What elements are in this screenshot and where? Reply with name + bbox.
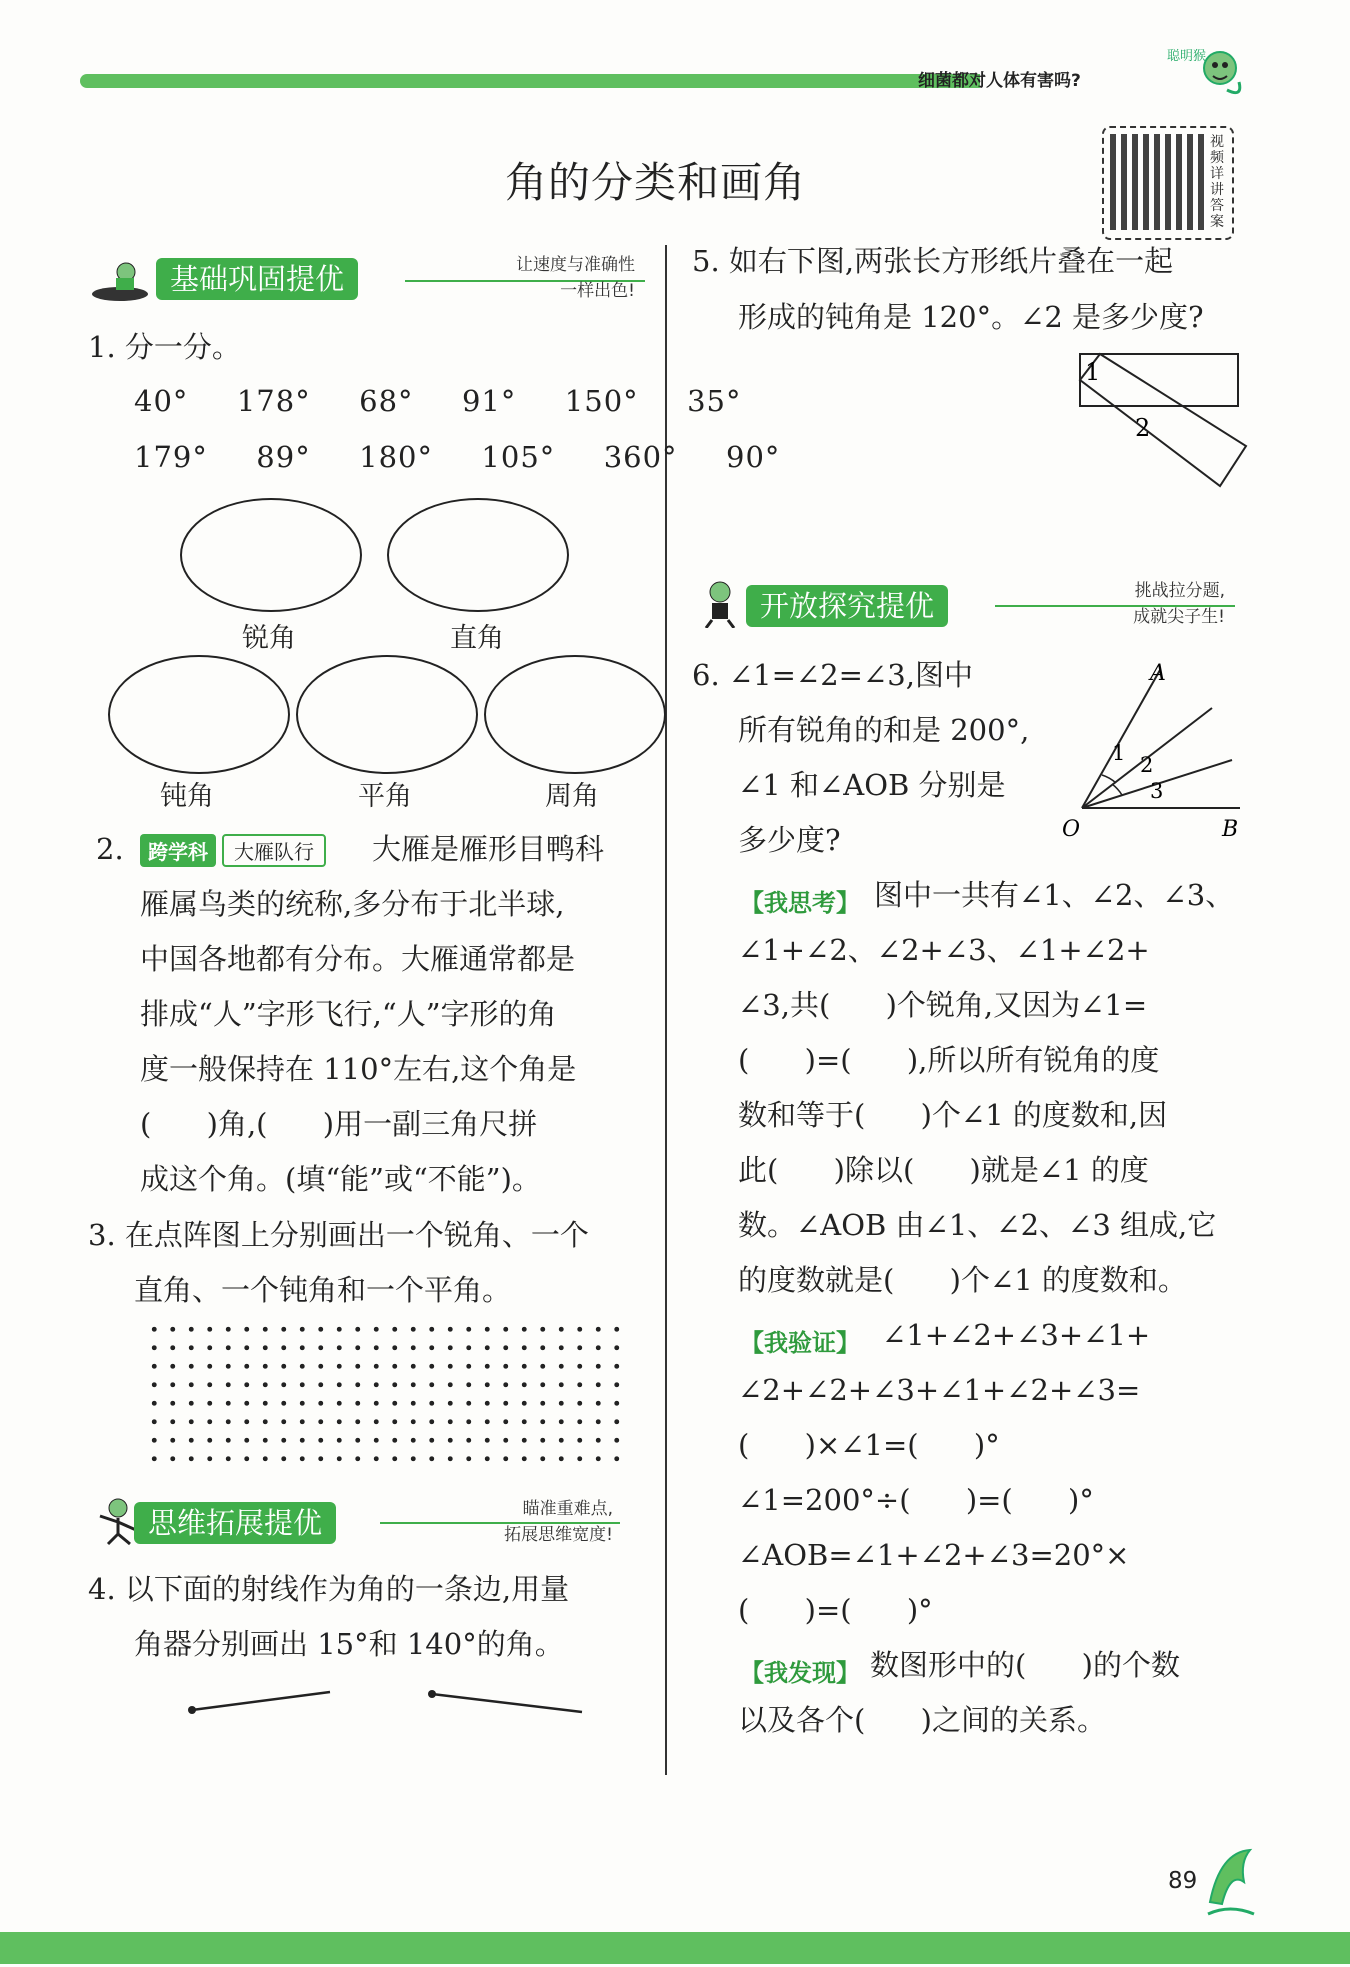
think-line: ∠3,共( )个锐角,又因为∠1= xyxy=(738,988,1148,1022)
think-line: ( )=( ),所以所有锐角的度 xyxy=(738,1043,1160,1077)
q5-line: 形成的钝角是 120°。∠2 是多少度? xyxy=(738,300,1204,334)
section-explore-note xyxy=(1010,578,1225,630)
ellipse-acute[interactable] xyxy=(180,498,362,612)
think-line: ∠1+∠2、∠2+∠3、∠1+∠2+ xyxy=(738,933,1150,967)
discover-line: 以及各个( )之间的关系。 xyxy=(738,1703,1106,1737)
label-straight: 平角 xyxy=(358,781,412,812)
label-B: B xyxy=(1222,817,1239,842)
dot-grid[interactable] xyxy=(145,1320,625,1468)
section-basic-title: 基础巩固提优 xyxy=(156,258,358,300)
ray2 xyxy=(432,1694,582,1712)
section-thinking-title: 思维拓展提优 xyxy=(134,1502,336,1544)
q2-line: 排成“人”字形飞行,“人”字形的角 xyxy=(140,997,557,1031)
q4-line: 4. 以下面的射线作为角的一条边,用量 xyxy=(88,1572,570,1606)
label-angle1: 1 xyxy=(1112,741,1126,765)
note-line: 挑战拉分题, xyxy=(1134,581,1225,601)
q2-line: 中国各地都有分布。大雁通常都是 xyxy=(140,942,576,976)
q6-line: ∠1 和∠AOB 分别是 xyxy=(738,768,1006,802)
q3-line: 直角、一个钝角和一个平角。 xyxy=(134,1273,512,1307)
label-angle2: 2 xyxy=(1140,753,1154,777)
note-line: 一样出色! xyxy=(560,281,635,301)
dolphin-icon xyxy=(1200,1842,1260,1922)
q6-line: 多少度? xyxy=(738,823,841,857)
q4-rays[interactable] xyxy=(180,1680,600,1740)
label-A: A xyxy=(1150,661,1166,686)
q2-number: 2. xyxy=(96,832,124,866)
note-line: 成就尖子生! xyxy=(1133,607,1225,627)
discover-line: 数图形中的( )的个数 xyxy=(870,1648,1180,1682)
bottom-decor-bar xyxy=(0,1932,1350,1964)
qr-code-box[interactable] xyxy=(1102,126,1234,240)
q1-numbers-row1: 40° 178° 68° 91° 150° 35° xyxy=(134,384,742,418)
label-angle3: 3 xyxy=(1150,779,1164,803)
q1-numbers-row2: 179° 89° 180° 105° 360° 90° xyxy=(134,440,781,474)
tag-cross-subject: 跨学科 xyxy=(140,834,216,867)
note-line: 瞄准重难点, xyxy=(522,1499,613,1519)
verify-line: ∠2+∠2+∠3+∠1+∠2+∠3= xyxy=(738,1373,1141,1407)
label-obtuse: 钝角 xyxy=(160,781,214,812)
qr-label: 视频详讲答案 xyxy=(1210,134,1224,230)
verify-line: ∠1+∠2+∠3+∠1+ xyxy=(882,1318,1151,1352)
verify-tag: 【我验证】 xyxy=(740,1329,860,1357)
ellipse-straight[interactable] xyxy=(296,655,478,774)
q5-label-2: 2 xyxy=(1135,414,1151,442)
think-line: 图中一共有∠1、∠2、∠3、 xyxy=(874,878,1235,912)
monkey-mascot-icon xyxy=(1165,38,1247,108)
q3-line: 3. 在点阵图上分别画出一个锐角、一个 xyxy=(88,1218,589,1252)
q2-line: 成这个角。(填“能”或“不能”)。 xyxy=(140,1162,541,1196)
page-title: 角的分类和画角 xyxy=(505,158,807,207)
verify-line: ( )=( )° xyxy=(738,1593,933,1627)
skateboard-kid-icon xyxy=(90,256,150,306)
note-line: 拓展思维宽度! xyxy=(504,1525,613,1545)
q2-tags xyxy=(140,834,326,867)
think-tag: 【我思考】 xyxy=(740,889,860,917)
q6-angle-figure xyxy=(1050,650,1250,845)
kid-mascot-icon xyxy=(690,578,750,628)
verify-line: ( )×∠1=( )° xyxy=(738,1428,1000,1462)
ellipse-obtuse[interactable] xyxy=(108,655,290,774)
qr-code-icon[interactable] xyxy=(1110,134,1206,230)
q2-line: 度一般保持在 110°左右,这个角是 xyxy=(140,1052,577,1086)
q6-line: 6. ∠1=∠2=∠3,图中 xyxy=(692,658,973,692)
ellipse-right[interactable] xyxy=(387,498,569,612)
top-question: 细菌都对人体有害吗? xyxy=(918,71,1081,91)
think-line: 数和等于( )个∠1 的度数和,因 xyxy=(738,1098,1168,1132)
q1-prompt: 1. 分一分。 xyxy=(88,330,241,364)
section-basic-note xyxy=(425,252,635,304)
label-O: O xyxy=(1062,817,1081,842)
q2-line: 大雁是雁形目鸭科 xyxy=(372,832,605,866)
think-line: 此( )除以( )就是∠1 的度 xyxy=(738,1153,1149,1187)
label-right: 直角 xyxy=(450,623,504,654)
q5-line: 5. 如右下图,两张长方形纸片叠在一起 xyxy=(692,244,1174,278)
section-explore-title: 开放探究提优 xyxy=(746,585,948,627)
q5-label-1: 1 xyxy=(1085,358,1101,386)
note-line: 让速度与准确性 xyxy=(516,255,635,275)
q2-line: ( )角,( )用一副三角尺拼 xyxy=(140,1107,538,1141)
mascot-text: 聪明猴 xyxy=(1167,49,1207,64)
verify-line: ∠AOB=∠1+∠2+∠3=20°× xyxy=(738,1538,1130,1572)
label-acute: 锐角 xyxy=(242,623,296,654)
verify-line: ∠1=200°÷( )=( )° xyxy=(738,1483,1094,1517)
think-line: 数。∠AOB 由∠1、∠2、∠3 组成,它 xyxy=(738,1208,1217,1242)
discover-tag: 【我发现】 xyxy=(740,1659,860,1687)
ray1 xyxy=(192,1692,330,1710)
top-decor-bar xyxy=(80,74,980,88)
tag-topic: 大雁队行 xyxy=(222,834,326,867)
ellipse-full[interactable] xyxy=(484,655,666,774)
q5-figure xyxy=(1070,350,1260,495)
q4-line: 角器分别画出 15°和 140°的角。 xyxy=(134,1627,564,1661)
think-line: 的度数就是( )个∠1 的度数和。 xyxy=(738,1263,1187,1297)
q2-line: 雁属鸟类的统称,多分布于北半球, xyxy=(140,887,565,921)
column-divider xyxy=(665,245,667,1775)
label-full: 周角 xyxy=(545,781,599,812)
section-thinking-note xyxy=(398,1496,613,1548)
q6-line: 所有锐角的和是 200°, xyxy=(738,713,1030,747)
page-number: 89 xyxy=(1168,1868,1198,1894)
